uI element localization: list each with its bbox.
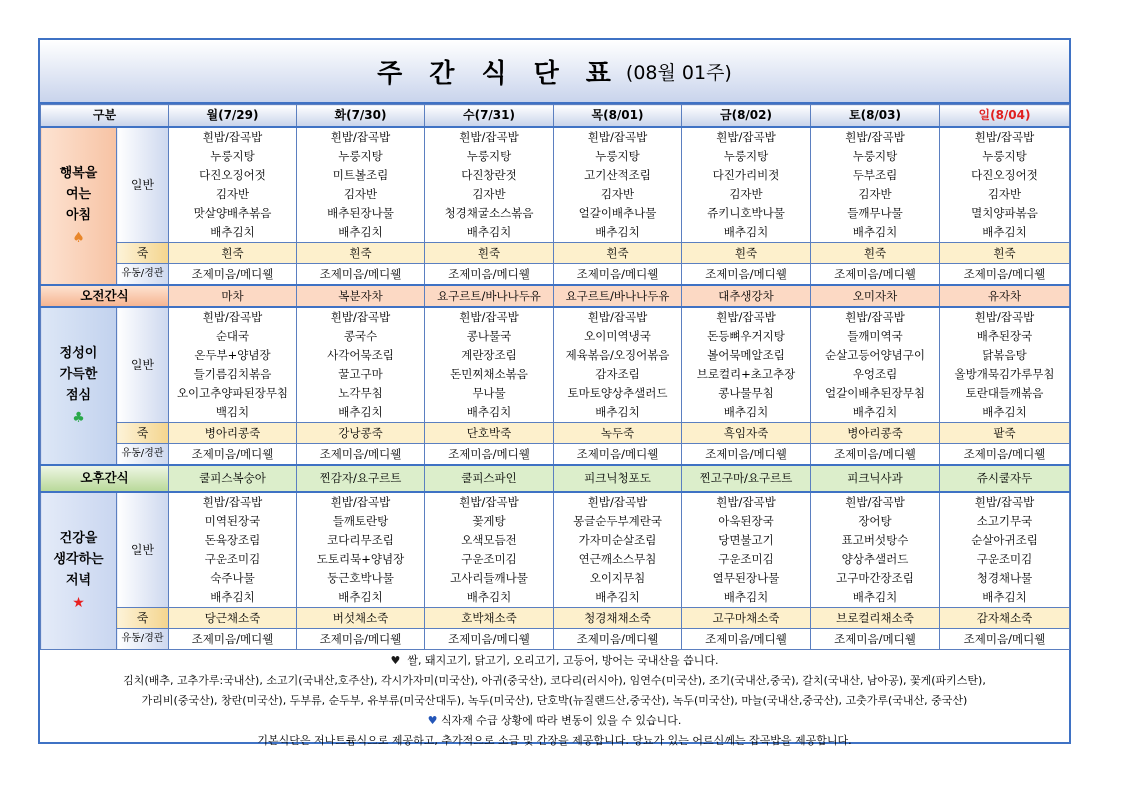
menu-cell [940,492,1070,608]
menu-item: 꿀고구마 [338,366,383,381]
snack-cell: 요구르트/바나나두유 [425,285,554,307]
lunch-porridge-row [41,423,1070,444]
lunch-label-line: 가득한 [59,367,98,382]
menu-cell [940,307,1070,423]
menu-item: 연근깨소스무침 [578,551,657,566]
page-title: 주 간 식 단 표 [377,58,620,89]
menu-item: 구운조미김 [204,551,261,566]
breakfast-label-line: 여는 [65,187,92,202]
menu-item: 제육볶음/오징어볶음 [565,347,670,362]
menu-item: 배추김치 [852,224,898,239]
supplement-cell: 조제미음/메디웰 [297,264,425,285]
menu-cell [554,492,682,608]
menu-item: 콩국수 [343,328,378,343]
snack-cell: 피크닉사과 [811,465,940,492]
menu-item: 맛살양배추볶음 [193,205,272,220]
menu-item: 토마토양상추샐러드 [567,385,668,400]
dinner-label-line: 건강을 [59,531,98,547]
lunch-porridge-label: 죽 [117,423,169,444]
menu-item: 배추김치 [982,224,1027,239]
header-category: 구분 [41,105,169,127]
lunch-label [41,307,117,465]
menu-item: 배추김치 [466,224,512,239]
porridge-cell: 병아리콩죽 [811,423,940,444]
note-line: 김치(배추, 고추가루:국내산), 소고기(국내산,호주산), 각시가자미(미국산), 아귀(중국산), 코다리(러시아), 임연수(미국산), 조기(국내산,중국), 갈치(국내산, 남아공), 꽃게(파키스탄), [123,674,986,687]
am_snack-row [41,285,1070,307]
notes [40,650,1069,751]
dinner-label [41,492,117,650]
porridge-cell: 단호박죽 [425,423,554,444]
breakfast-general-row [41,127,1070,243]
heart-icon: ♥ [390,654,401,667]
menu-item: 흰밥/잡곡밥 [974,494,1035,509]
menu-item: 누룽지탕 [723,148,769,163]
lunch-general-row [41,307,1070,423]
header-day-sunday: 일(8/04) [940,105,1070,127]
snack-cell: 복분자차 [297,285,425,307]
snack-cell: 대추생강차 [682,285,811,307]
porridge-cell: 팥죽 [940,423,1070,444]
supplement-cell: 조제미음/메디웰 [682,629,811,650]
menu-item: 흰밥/잡곡밥 [587,309,648,324]
header-day: 월(7/29) [169,105,297,127]
menu-item: 순대국 [215,328,250,343]
menu-item: 누룽지탕 [210,148,255,163]
snack-cell: 요구르트/바나나두유 [554,285,682,307]
menu-item: 순살고등어양념구이 [825,347,925,362]
menu-item: 구운조미김 [718,551,774,566]
menu-item: 누룽지탕 [852,148,898,163]
breakfast-general-label: 일반 [117,127,169,243]
menu-item: 고구마간장조림 [836,570,914,585]
porridge-cell: 병아리콩죽 [169,423,297,444]
snack-cell: 찐고구마/요구르트 [682,465,811,492]
menu-item: 배추김치 [723,404,769,419]
porridge-cell: 당근채소죽 [169,608,297,629]
menu-item: 닭볶음탕 [982,347,1027,362]
menu-cell [682,307,811,423]
menu-item: 흰밥/잡곡밥 [845,129,905,144]
menu-item: 흰밥/잡곡밥 [330,494,391,509]
club-icon: ♣ [72,410,85,426]
menu-item: 흰밥/잡곡밥 [845,494,905,509]
lunch-supplement-label: 유동/경관 [117,444,169,465]
porridge-cell: 호박채소죽 [425,608,554,629]
dinner-supplement-row [41,629,1070,650]
menu-item: 오이지무침 [589,570,646,585]
pm_snack-row [41,465,1070,492]
menu-item: 배추김치 [338,404,383,419]
menu-item: 양상추샐러드 [841,551,909,566]
menu-item: 누룽지탕 [595,148,640,163]
dinner-general-row [41,492,1070,608]
menu-item: 아욱된장국 [718,513,774,528]
menu-item: 누룽지탕 [466,148,512,163]
note-line: ♥ 쌀, 돼지고기, 닭고기, 오리고기, 고등어, 방어는 국내산을 씁니다. [390,654,719,667]
menu-item: 꽃게탕 [472,513,506,528]
menu-item: 들깨무나물 [847,205,903,220]
menu-item: 볼어묵메알조림 [707,347,785,362]
menu-item: 배추김치 [595,589,640,604]
snack-cell: 쥬시쿨자두 [940,465,1070,492]
menu-item: 김자반 [987,186,1022,201]
menu-item: 열무된장나물 [712,570,780,585]
menu-cell [811,492,940,608]
menu-item: 흰밥/잡곡밥 [716,309,776,324]
menu-item: 오색모듬전 [461,532,517,547]
menu-item: 돈등뼈우거지탕 [707,328,785,343]
porridge-cell: 청경채채소죽 [554,608,682,629]
dinner-supplement-label: 유동/경관 [117,629,169,650]
snack-cell: 마차 [169,285,297,307]
supplement-cell: 조제미음/메디웰 [811,264,940,285]
menu-item: 배추김치 [595,224,640,239]
menu-cell [811,127,940,243]
menu-item: 배추김치 [466,404,512,419]
menu-item: 배추김치 [982,589,1027,604]
menu-item: 배추김치 [723,224,769,239]
menu-item: 둥근호박나물 [327,570,394,585]
menu-item: 도토리묵+양념장 [316,551,405,566]
porridge-cell: 녹두죽 [554,423,682,444]
supplement-cell: 조제미음/메디웰 [811,444,940,465]
spade-icon: ♠ [72,230,85,246]
dinner-general-label: 일반 [117,492,169,608]
menu-item: 다진창란젓 [461,167,517,182]
dinner-porridge-label: 죽 [117,608,169,629]
note-line: 가리비(중국산), 창란(미국산), 두부류, 순두부, 유부류(미국산대두), 녹두(미국산), 단호박(뉴질랜드산,중국산), 녹두(미국산), 마늘(국내산,중국산), 고춧가루(국내산, 중국산) [141,694,968,707]
menu-item: 흰밥/잡곡밥 [716,494,776,509]
menu-item: 쥬키니호박나물 [707,205,785,220]
pm_snack-label: 오후간식 [41,465,169,492]
menu-item: 장어탕 [858,513,892,528]
menu-cell [297,492,425,608]
header-day: 화(7/30) [297,105,425,127]
header-row [41,105,1070,127]
header-day: 금(8/02) [682,105,811,127]
header-day: 수(7/31) [425,105,554,127]
menu-cell [554,127,682,243]
breakfast-label [41,127,117,285]
menu-item: 누룽지탕 [338,148,383,163]
menu-item: 표고버섯탕수 [841,532,909,547]
breakfast-porridge-label: 죽 [117,243,169,264]
menu-item: 흰밥/잡곡밥 [330,309,391,324]
menu-item: 온두부+양념장 [194,347,271,362]
menu-item: 누룽지탕 [982,148,1027,163]
supplement-cell: 조제미음/메디웰 [940,264,1070,285]
dinner-label-line: 저녁 [65,573,92,589]
menu-cell [425,492,554,608]
week-label: (08월 01주) [625,61,732,84]
menu-item: 배추된장나물 [327,205,394,220]
menu-cell [169,492,297,608]
menu-item: 구운조미김 [461,551,517,566]
menu-cell [297,127,425,243]
menu-item: 두부조림 [852,167,898,182]
snack-cell: 피크닉청포도 [554,465,682,492]
menu-item: 미트볼조림 [332,167,389,182]
supplement-cell: 조제미음/메디웰 [940,629,1070,650]
supplement-cell: 조제미음/메디웰 [554,629,682,650]
supplement-cell: 조제미음/메디웰 [425,264,554,285]
menu-cell [169,127,297,243]
porridge-cell: 고구마채소죽 [682,608,811,629]
supplement-cell: 조제미음/메디웰 [169,444,297,465]
menu-item: 배추김치 [852,589,898,604]
menu-item: 고기산적조림 [584,167,651,182]
note-line: 기본식단은 저나트륨식으로 제공하고, 추가적으로 소금 및 간장을 제공합니다. 당뇨가 있는 어르신께는 잡곡밥을 제공합니다. [257,734,852,747]
breakfast-label-line: 행복을 [59,166,98,181]
menu-item: 오이고추양파된장무침 [176,385,289,400]
menu-cell [169,307,297,423]
supplement-cell: 조제미음/메디웰 [554,444,682,465]
menu-item: 배추김치 [852,404,898,419]
menu-item: 얼갈이배추나물 [578,205,657,220]
snack-cell: 찐감자/요구르트 [297,465,425,492]
menu-sheet [38,38,1071,747]
menu-item: 김자반 [600,186,635,201]
breakfast-supplement-row [41,264,1070,285]
menu-item: 흰밥/잡곡밥 [974,309,1035,324]
supplement-cell: 조제미음/메디웰 [297,629,425,650]
menu-item: 들깨토란탕 [332,513,389,528]
menu-item: 배추김치 [338,224,383,239]
menu-item: 백김치 [215,404,250,419]
menu-item: 돈민찌채소볶음 [450,366,528,381]
menu-item: 흰밥/잡곡밥 [587,129,648,144]
porridge-cell: 흰죽 [554,243,682,264]
note-line: ♥ 식자재 수급 상황에 따라 변동이 있을 수 있습니다. [427,714,682,727]
menu-item: 청경채굴소스볶음 [444,205,534,220]
supplement-cell: 조제미음/메디웰 [811,629,940,650]
menu-item: 콩나물무침 [718,385,774,400]
menu-item: 김자반 [215,186,250,201]
porridge-cell: 흰죽 [297,243,425,264]
menu-item: 얼갈이배추된장무침 [825,385,925,400]
menu-cell [811,307,940,423]
header-day: 토(8/03) [811,105,940,127]
menu-item: 김자반 [343,186,378,201]
dinner-label-line: 생각하는 [53,552,104,568]
menu-item: 당면불고기 [718,532,774,547]
snack-cell: 오미자차 [811,285,940,307]
menu-item: 노각무침 [338,385,383,400]
menu-item: 배추김치 [210,224,255,239]
menu-item: 가자미순살조림 [578,532,657,547]
supplement-cell: 조제미음/메디웰 [682,264,811,285]
porridge-cell: 감자채소죽 [940,608,1070,629]
menu-item: 소고기무국 [976,513,1033,528]
menu-item: 다진오징어젓 [199,167,266,182]
dinner-porridge-row [41,608,1070,629]
lunch-supplement-row [41,444,1070,465]
menu-item: 미역된장국 [204,513,261,528]
breakfast-label-line: 아침 [65,208,92,223]
menu-item: 배추된장국 [976,328,1033,343]
menu-item: 흰밥/잡곡밥 [202,129,263,144]
menu-item: 흰밥/잡곡밥 [845,309,905,324]
menu-item: 흰밥/잡곡밥 [459,309,519,324]
am_snack-label: 오전간식 [41,285,169,307]
menu-cell [297,307,425,423]
menu-item: 올방개묵김가루무침 [954,366,1055,381]
menu-cell [554,307,682,423]
menu-item: 숙주나물 [210,570,255,585]
breakfast-supplement-label: 유동/경관 [117,264,169,285]
menu-item: 배추김치 [338,589,383,604]
heart-icon: ♥ [427,714,438,727]
title-bar [40,40,1069,104]
menu-item: 감자조림 [595,366,640,381]
menu-item: 고사리들깨나물 [450,570,528,585]
snack-cell: 쿨피스복숭아 [169,465,297,492]
porridge-cell: 강낭콩죽 [297,423,425,444]
menu-item: 흰밥/잡곡밥 [202,309,263,324]
supplement-cell: 조제미음/메디웰 [940,444,1070,465]
menu-item: 들기름김치볶음 [193,366,272,381]
menu-item: 흰밥/잡곡밥 [459,494,519,509]
supplement-cell: 조제미음/메디웰 [425,444,554,465]
snack-cell: 유자차 [940,285,1070,307]
menu-item: 무나물 [472,385,506,400]
breakfast-porridge-row [41,243,1070,264]
menu-item: 김자반 [472,186,506,201]
porridge-cell: 흰죽 [169,243,297,264]
menu-item: 돈육장조림 [204,532,261,547]
menu-item: 흰밥/잡곡밥 [587,494,648,509]
porridge-cell: 흰죽 [811,243,940,264]
supplement-cell: 조제미음/메디웰 [425,629,554,650]
menu-cell [425,127,554,243]
menu-item: 흰밥/잡곡밥 [202,494,263,509]
menu-item: 흰밥/잡곡밥 [974,129,1035,144]
menu-item: 흰밥/잡곡밥 [330,129,391,144]
lunch-label-line: 정성이 [59,346,98,361]
menu-table [40,104,1070,650]
supplement-cell: 조제미음/메디웰 [554,264,682,285]
supplement-cell: 조제미음/메디웰 [169,264,297,285]
header-day: 목(8/01) [554,105,682,127]
menu-item: 배추김치 [210,589,255,604]
supplement-cell: 조제미음/메디웰 [297,444,425,465]
menu-item: 순살아귀조림 [971,532,1038,547]
porridge-cell: 흰죽 [682,243,811,264]
menu-item: 다진가리비젓 [712,167,780,182]
supplement-cell: 조제미음/메디웰 [169,629,297,650]
porridge-cell: 버섯채소죽 [297,608,425,629]
menu-item: 사각어묵조림 [327,347,394,362]
menu-item: 김자반 [729,186,763,201]
menu-cell [940,127,1070,243]
menu-item: 코다리무조림 [327,532,394,547]
snack-cell: 쿨피스파인 [425,465,554,492]
menu-item: 우엉조림 [852,366,898,381]
star-icon: ★ [72,595,85,612]
porridge-cell: 흑임자죽 [682,423,811,444]
porridge-cell: 흰죽 [940,243,1070,264]
menu-item: 콩나물국 [466,328,512,343]
menu-item: 김자반 [858,186,892,201]
menu-item: 다진오징어젓 [971,167,1038,182]
menu-item: 흰밥/잡곡밥 [459,129,519,144]
menu-item: 배추김치 [466,589,512,604]
lunch-label-line: 점심 [65,388,92,403]
menu-item: 토란대들깨볶음 [965,385,1044,400]
porridge-cell: 흰죽 [425,243,554,264]
menu-item: 배추김치 [982,404,1027,419]
menu-item: 흰밥/잡곡밥 [716,129,776,144]
menu-item: 오이미역냉국 [584,328,651,343]
menu-cell [425,307,554,423]
menu-item: 들깨미역국 [847,328,903,343]
menu-item: 배추김치 [723,589,769,604]
menu-item: 구운조미김 [976,551,1033,566]
menu-item: 브로컬리+초고추장 [696,366,796,381]
menu-item: 계란장조림 [461,347,517,362]
menu-item: 멸치양파볶음 [971,205,1038,220]
menu-item: 배추김치 [595,404,640,419]
porridge-cell: 브로컬리채소죽 [811,608,940,629]
menu-item: 청경채나물 [976,570,1033,585]
menu-item: 몽글순두부계란국 [573,513,662,528]
lunch-general-label: 일반 [117,307,169,423]
menu-cell [682,492,811,608]
supplement-cell: 조제미음/메디웰 [682,444,811,465]
menu-cell [682,127,811,243]
